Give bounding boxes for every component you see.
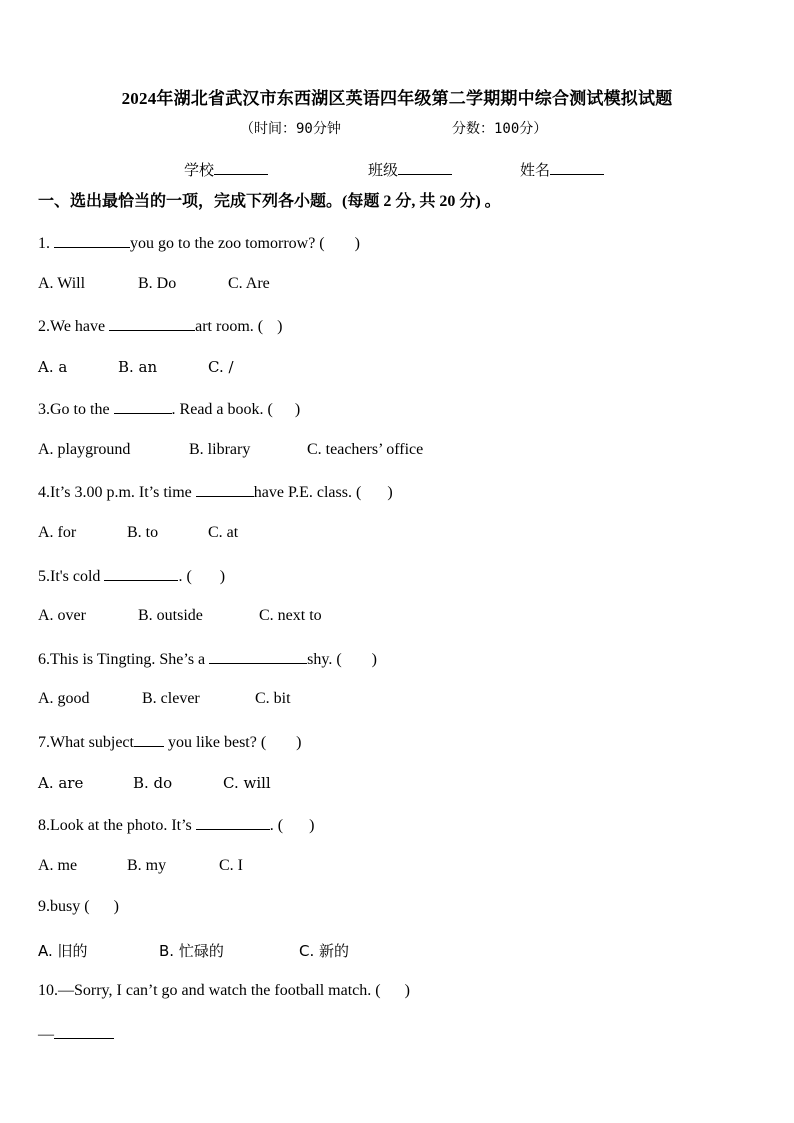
question-10	[38, 982, 410, 1000]
question-text: Go to the	[50, 401, 114, 418]
answer-paren-close: )	[294, 401, 301, 418]
option-b[interactable]: B. 忙碌的	[159, 942, 224, 960]
question-text: busy (	[50, 898, 90, 915]
option-a[interactable]: A. playground	[38, 441, 131, 458]
answer-paren-close: )	[404, 982, 410, 999]
answer-paren-close: )	[387, 484, 393, 501]
class-blank[interactable]	[398, 160, 452, 175]
answer-paren-close: )	[219, 568, 226, 585]
option-b[interactable]: B. to	[127, 524, 159, 541]
question-number: 5.	[38, 568, 50, 585]
answer-blank[interactable]	[109, 316, 195, 331]
option-c[interactable]: C. Are	[228, 275, 270, 292]
question-text: We have	[50, 318, 110, 335]
name-field	[520, 159, 604, 180]
option-c[interactable]: C. teachers’ office	[307, 441, 424, 458]
answer-paren-close: )	[113, 898, 119, 915]
question-number: 3.	[38, 401, 50, 418]
question-number: 1.	[38, 235, 50, 252]
question-text: you like best? (	[163, 734, 267, 751]
question-number: 6.	[38, 651, 50, 668]
question-text: Look at the photo. It’s	[50, 817, 196, 834]
option-a[interactable]: A. Will	[38, 275, 86, 292]
option-c[interactable]: C. at	[208, 524, 239, 541]
question-number: 2.	[38, 318, 50, 335]
answer-blank[interactable]	[54, 233, 130, 248]
question-3	[38, 399, 300, 419]
option-c[interactable]: C. bit	[255, 690, 291, 707]
option-a[interactable]: A. me	[38, 857, 78, 874]
question-9	[38, 898, 119, 916]
question-text: . (	[269, 817, 284, 834]
question-number: 8.	[38, 817, 50, 834]
answer-blank[interactable]	[134, 732, 164, 747]
option-c[interactable]: C. 新的	[299, 942, 350, 960]
option-a[interactable]: A. are	[38, 774, 84, 792]
answer-paren-close: )	[371, 651, 377, 668]
option-c[interactable]: C. I	[219, 857, 243, 874]
class-field	[368, 159, 452, 180]
option-c[interactable]: C. next to	[259, 607, 322, 624]
question-text: It's cold	[50, 568, 105, 585]
option-b[interactable]: B. clever	[142, 690, 200, 707]
time-limit: （时间：90分钟	[240, 121, 341, 137]
question-6	[38, 649, 377, 669]
option-a[interactable]: A. good	[38, 690, 90, 707]
school-field	[184, 159, 268, 180]
question-text: have P.E. class. (	[253, 484, 362, 501]
question-text: . (	[178, 568, 192, 585]
class-label: 班级	[368, 163, 399, 179]
answer-blank[interactable]	[196, 482, 254, 497]
option-a[interactable]: A. for	[38, 524, 77, 541]
question-text: This is Tingting. She’s a	[50, 651, 210, 668]
answer-blank[interactable]	[114, 399, 172, 414]
total-score: 分数：100分）	[452, 121, 548, 137]
option-b[interactable]: B. do	[133, 774, 173, 792]
question-number: 9.	[38, 898, 50, 915]
option-a[interactable]: A. 旧的	[38, 942, 88, 960]
option-c[interactable]: C. will	[223, 774, 271, 792]
question-text: shy. (	[307, 651, 342, 668]
answer-blank[interactable]	[104, 566, 178, 581]
question-8	[38, 815, 314, 835]
page-title: 2024年湖北省武汉市东西湖区英语四年级第二学期期中综合测试模拟试题	[121, 89, 673, 108]
school-blank[interactable]	[214, 160, 268, 175]
question-text: What subject	[50, 734, 134, 751]
name-blank[interactable]	[550, 160, 604, 175]
question-2	[38, 316, 282, 336]
answer-blank[interactable]	[209, 649, 307, 664]
answer-blank[interactable]	[196, 815, 270, 830]
answer-paren-close: )	[296, 734, 302, 751]
option-c[interactable]: C. /	[208, 358, 234, 376]
question-1	[38, 233, 360, 253]
answer-paren-close: )	[277, 318, 283, 335]
answer-paren-close: )	[354, 235, 360, 252]
answer-paren-close: )	[309, 817, 315, 834]
option-b[interactable]: B. Do	[138, 275, 177, 292]
option-b[interactable]: B. an	[118, 358, 158, 376]
section-heading: 一、选出最恰当的一项，完成下列各小题。(每题 2 分, 共 20 分) 。	[38, 193, 501, 210]
name-label: 姓名	[520, 163, 551, 179]
school-label: 学校	[184, 163, 215, 179]
option-a[interactable]: A. a	[38, 358, 68, 376]
question-text: you go to the zoo tomorrow? (	[130, 235, 325, 252]
option-a[interactable]: A. over	[38, 607, 86, 624]
question-4	[38, 482, 393, 502]
question-number: 4.	[38, 484, 50, 501]
reply-dash: —	[38, 1026, 54, 1043]
question-text: art room. (	[195, 318, 264, 335]
question-7	[38, 732, 302, 752]
question-text: . Read a book. (	[171, 401, 273, 418]
question-number: 7.	[38, 734, 50, 751]
question-text: —Sorry, I can’t go and watch the football match. (	[58, 982, 381, 999]
question-number: 10.	[38, 982, 58, 999]
question-5	[38, 566, 225, 586]
option-b[interactable]: B. library	[189, 441, 251, 458]
reply-line	[38, 1024, 114, 1044]
option-b[interactable]: B. my	[127, 857, 167, 874]
reply-blank[interactable]	[54, 1024, 114, 1039]
option-b[interactable]: B. outside	[138, 607, 203, 624]
question-text: It’s 3.00 p.m. It’s time	[50, 484, 196, 501]
